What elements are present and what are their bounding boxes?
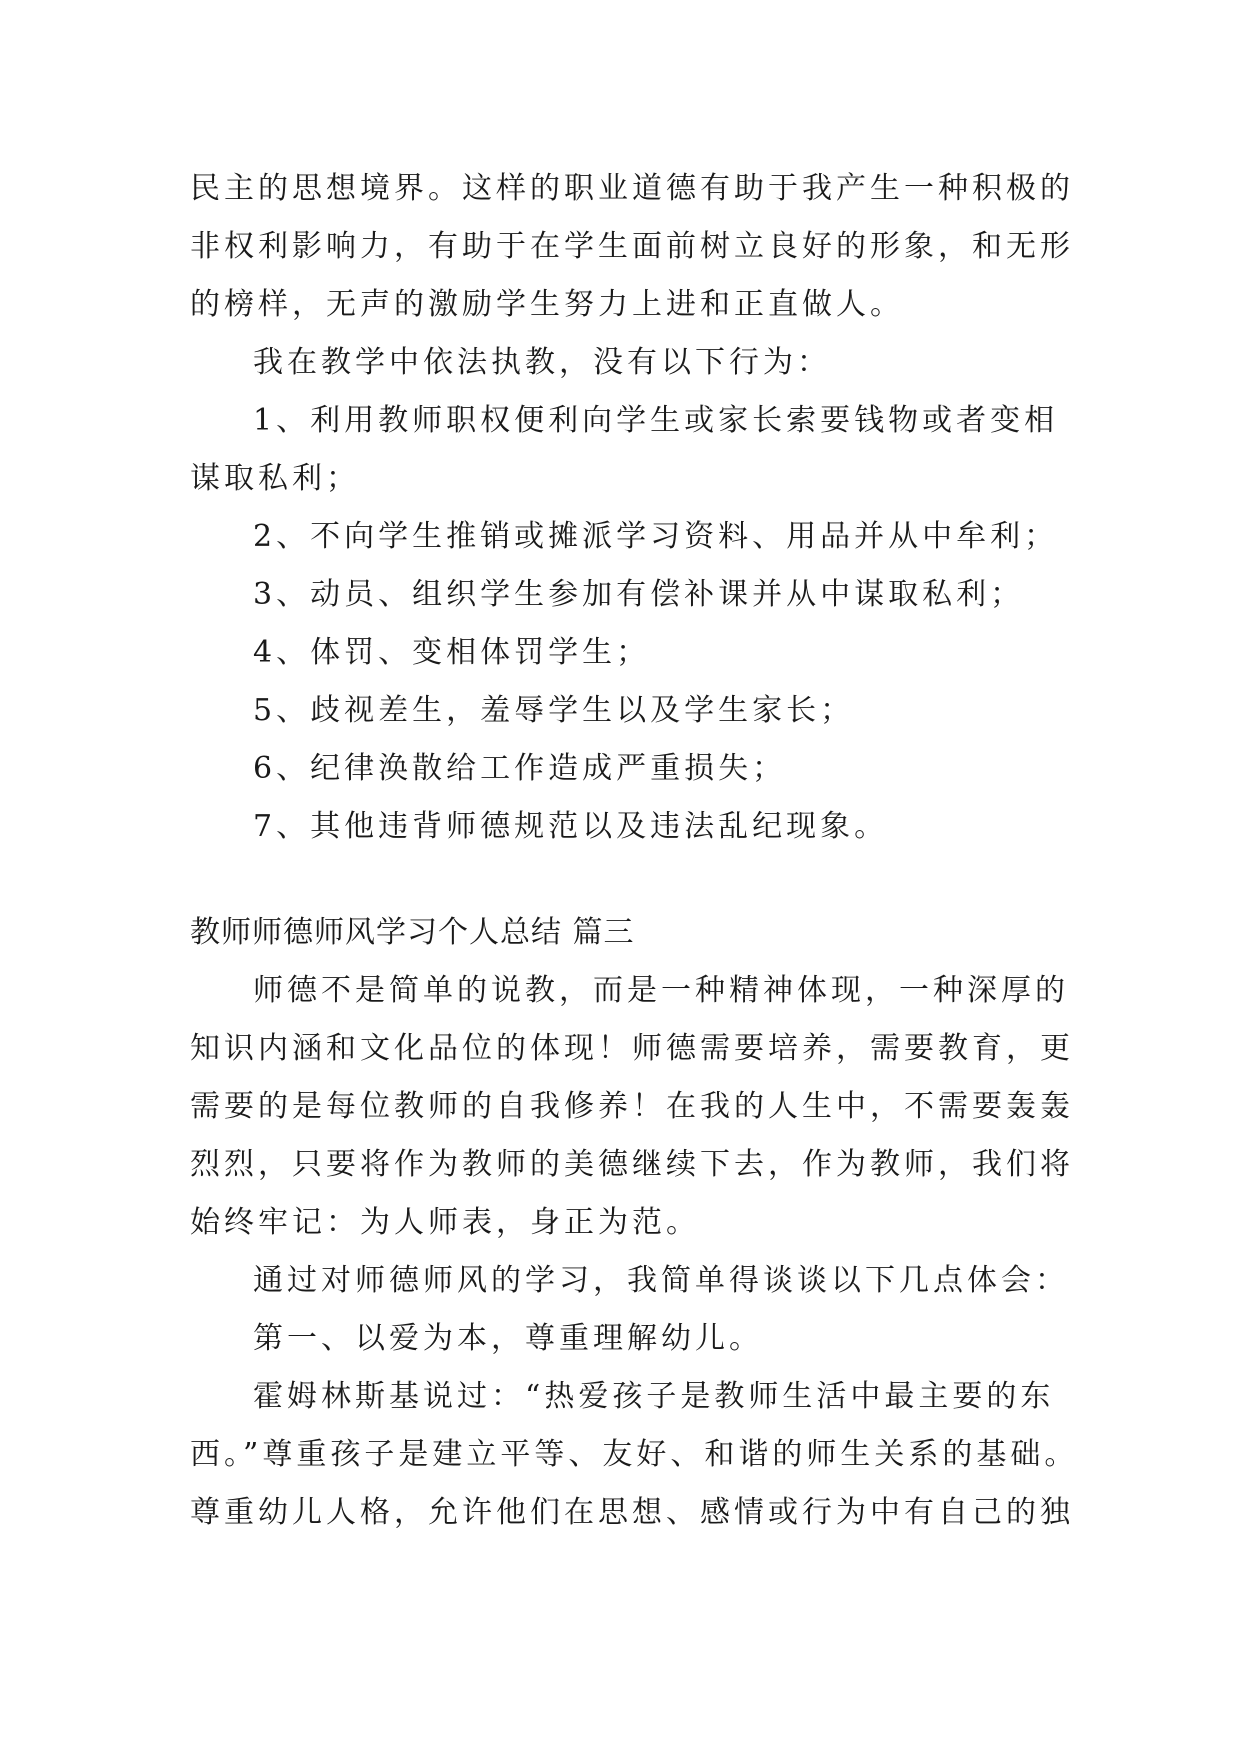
- list-item-continuation: 谋取私利；: [190, 461, 360, 496]
- text-line: 需要的是每位教师的自我修养！在我的人生中，不需要轰轰: [190, 1089, 1074, 1124]
- document-body: [190, 160, 1079, 1542]
- list-item: 5、歧视差生，羞辱学生以及学生家长；: [253, 693, 855, 728]
- text-line: 通过对师德师风的学习，我简单得谈谈以下几点体会：: [253, 1263, 1069, 1298]
- point-heading: 第一、以爱为本，尊重理解幼儿。: [253, 1321, 763, 1356]
- text-line: 民主的思想境界。这样的职业道德有助于我产生一种积极的: [190, 171, 1074, 206]
- text-line: 西。”尊重孩子是建立平等、友好、和谐的师生关系的基础。: [190, 1437, 1079, 1472]
- text-line: 的榜样，无声的激励学生努力上进和正直做人。: [190, 287, 904, 322]
- list-item: 2、不向学生推销或摊派学习资料、用品并从中牟利；: [253, 519, 1059, 554]
- list-item: 1、利用教师职权便利向学生或家长索要钱物或者变相: [253, 403, 1059, 438]
- text-line: 霍姆林斯基说过：“热爱孩子是教师生活中最主要的东: [253, 1379, 1055, 1414]
- text-line: 尊重幼儿人格，允许他们在思想、感情或行为中有自己的独: [190, 1495, 1074, 1530]
- list-intro: 我在教学中依法执教，没有以下行为：: [253, 345, 831, 380]
- text-line: 烈烈，只要将作为教师的美德继续下去，作为教师，我们将: [190, 1147, 1074, 1182]
- text-line: 师德不是简单的说教，而是一种精神体现，一种深厚的: [253, 973, 1069, 1008]
- list-item: 6、纪律涣散给工作造成严重损失；: [253, 751, 787, 786]
- text-line: 始终牢记：为人师表，身正为范。: [190, 1205, 700, 1240]
- text-line: 知识内涵和文化品位的体现！师德需要培养，需要教育，更: [190, 1031, 1074, 1066]
- section-heading: 教师师德师风学习个人总结 篇三: [190, 915, 635, 950]
- text-line: 非权利影响力，有助于在学生面前树立良好的形象，和无形: [190, 229, 1074, 264]
- list-item: 3、动员、组织学生参加有偿补课并从中谋取私利；: [253, 577, 1025, 612]
- list-item: 4、体罚、变相体罚学生；: [253, 635, 651, 670]
- list-item: 7、其他违背师德规范以及违法乱纪现象。: [253, 809, 889, 844]
